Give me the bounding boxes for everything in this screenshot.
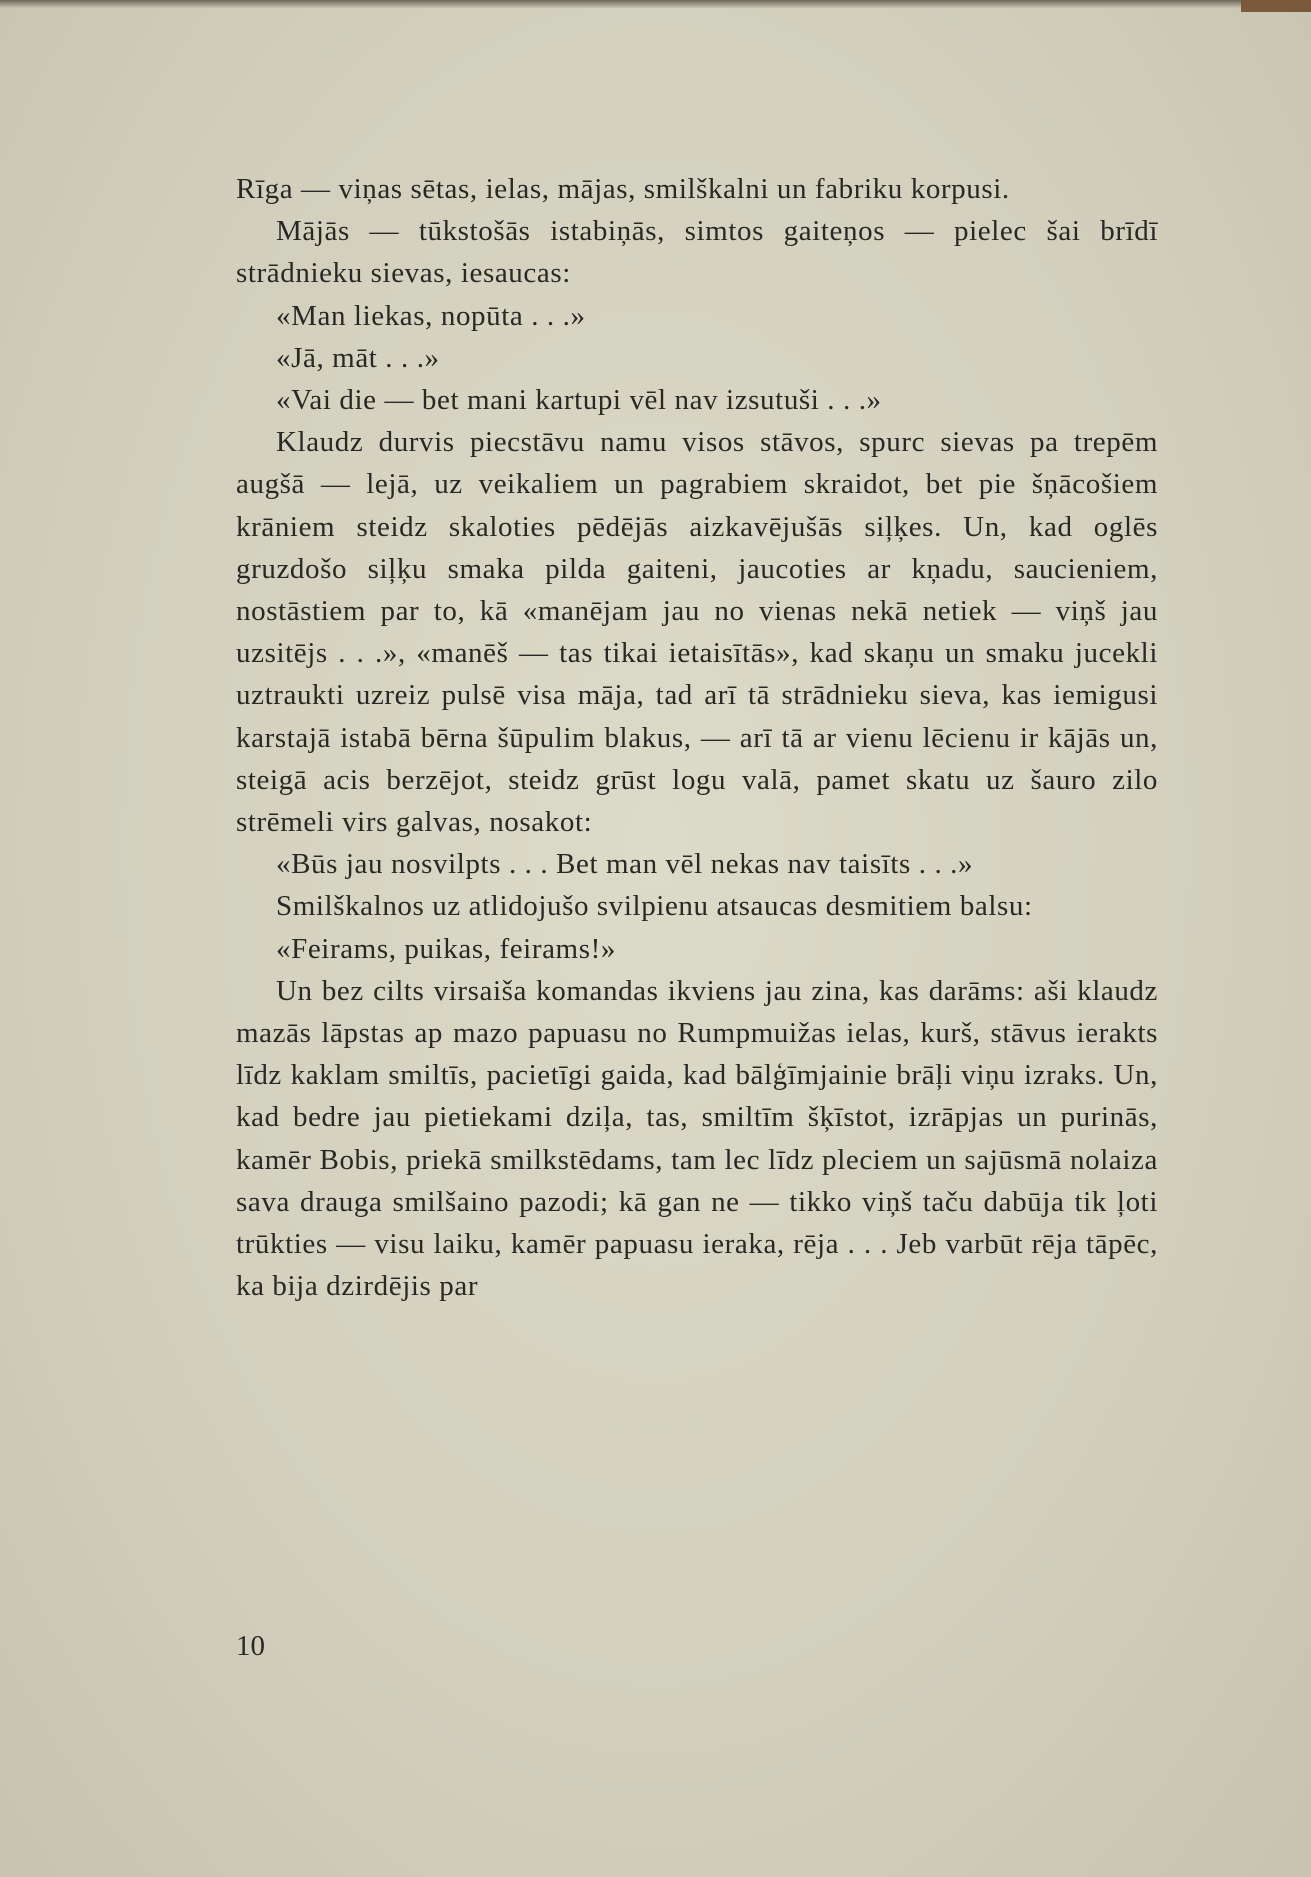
paragraph: «Jā, māt . . .»	[276, 341, 440, 374]
paragraph: «Vai die — bet mani kartupi vēl nav izsutuši . . .»	[276, 384, 882, 417]
paragraph: Klaudz durvis piecstāvu namu visos stāvos, spurc sievas pa trepēm augšā — lejā, uz veikaliem un pagrabiem skraidot, bet pie šņācošiem krāniem steidz skaloties pēdējās aizkavējušās siļķes. Un, kad oglēs gruzdošo siļķu smaka pilda gaiteni, jaucoties ar kņadu, saucieniem, nostāstiem par to, kā «manējam jau no vienas nekā netiek — viņš jau uzsitējs . . .», «manēš — tas tikai ietaisītās», kad skaņu un smaku jucekli uztraukti uzreiz pulsē visa māja, tad arī tā strādnieku sieva, kas iemigusi karstajā istabā bērna šūpulim blakus, — arī tā ar vienu lēcienu ir kājās un, steigā acis berzējot, steidz grūst logu valā, pamet skatu uz šauro zilo strēmeli virs galvas, nosakot:	[236, 426, 1158, 839]
page-number: 10	[236, 1630, 265, 1662]
paragraph: Smilškalnos uz atlidojušo svilpienu atsaucas desmitiem balsu:	[276, 890, 1033, 923]
paragraph: «Būs jau nosvilpts . . . Bet man vēl nekas nav taisīts . . .»	[276, 848, 974, 881]
page-corner	[1241, 0, 1311, 12]
body-text	[236, 168, 1158, 1307]
paragraph: Rīga — viņas sētas, ielas, mājas, smilškalni un fabriku korpusi.	[236, 173, 1010, 205]
paragraph: Un bez cilts virsaiša komandas ikviens jau zina, kas darāms: aši klaudz mazās lāpstas ap mazo papuasu no Rumpmuižas ielas, kurš, stāvus ierakts līdz kaklam smiltīs, pacietīgi gaida, kad bālģīmjainie brāļi viņu izraks. Un, kad bedre jau pietiekami dziļa, tas, smiltīm šķīstot, izrāpjas un purinās, kamēr Bobis, priekā smilkstēdams, tam lec līdz pleciem un sajūsmā nolaiza sava drauga smilšaino pazodi; kā gan ne — tikko viņš taču dabūja tik ļoti trūkties — visu laiku, kamēr papuasu ieraka, rēja . . . Jeb varbūt rēja tāpēc, ka bija dzirdējis par	[236, 974, 1158, 1303]
page-top-edge	[0, 0, 1311, 8]
paragraph: Mājās — tūkstošās istabiņās, simtos gaiteņos — pielec šai brīdī strādnieku sievas, iesaucas:	[236, 215, 1158, 290]
paragraph: «Feirams, puikas, feirams!»	[276, 932, 616, 965]
paragraph: «Man liekas, nopūta . . .»	[276, 299, 586, 332]
